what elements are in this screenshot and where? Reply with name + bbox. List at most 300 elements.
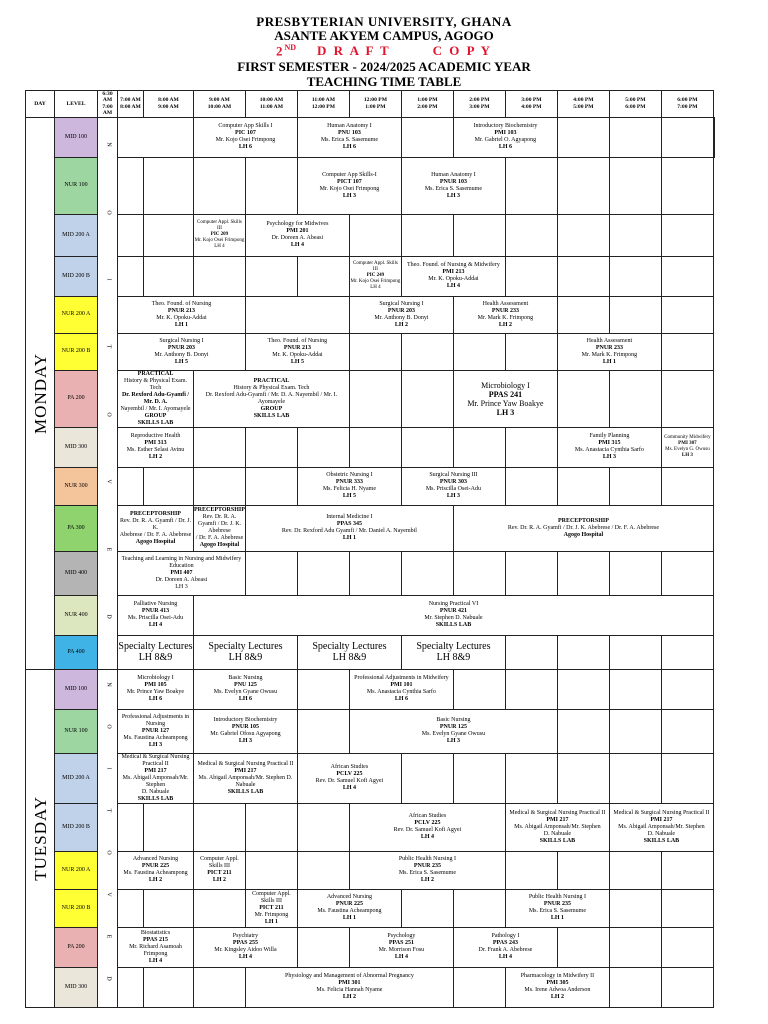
empty-cell	[609, 967, 661, 1007]
course-line: PMI 301	[338, 980, 361, 987]
course-cell	[297, 117, 401, 157]
course-line: Basic Nursing	[228, 675, 263, 682]
course-cell	[453, 117, 557, 157]
course-line: LH 5	[342, 493, 356, 500]
empty-cell	[297, 551, 349, 595]
empty-cell	[118, 214, 144, 256]
course-line: Mr. Morrison Fosu	[378, 947, 425, 954]
course-line: LH 8&9	[228, 652, 263, 664]
devotion-letter: D	[105, 614, 112, 619]
empty-cell	[661, 256, 713, 296]
course-cell	[118, 296, 246, 333]
empty-cell	[453, 427, 505, 467]
course-line: LH 2	[148, 454, 163, 461]
empty-cell	[118, 803, 144, 851]
course-cell	[349, 256, 401, 296]
time-slot-header: 2:00 PM 3:00 PM	[453, 91, 505, 118]
empty-cell	[609, 635, 661, 669]
empty-cell	[245, 551, 297, 595]
course-line: Ms. Abigail Amponsah/Mr. Stephen	[122, 774, 189, 788]
course-line: Introductory Biochemistry	[473, 123, 538, 130]
course-line: Public Health Nursing I	[528, 894, 586, 901]
course-cell	[349, 851, 505, 889]
empty-cell	[505, 635, 557, 669]
course-line: Introductory Biochemistry	[213, 717, 278, 724]
course-line: PMI 101	[390, 682, 413, 689]
course-line: PPAS 251	[388, 940, 414, 947]
empty-cell	[609, 214, 661, 256]
empty-cell	[557, 851, 609, 889]
course-line: LH 6	[238, 144, 253, 151]
time-slot-header: 5:00 PM 6:00 PM	[609, 91, 661, 118]
course-line: Pharmacology in Midwifery II	[520, 973, 595, 980]
empty-cell	[401, 214, 453, 256]
course-line: Advanced Nursing	[326, 894, 372, 901]
course-cell	[505, 803, 609, 851]
course-line: Microbiology I	[137, 675, 174, 682]
course-line: Medical & Surgical Nursing Practical II	[509, 809, 606, 816]
empty-cell	[557, 753, 609, 803]
time-slot-header: 1:00 PM 2:00 PM	[401, 91, 453, 118]
course-cell	[401, 157, 505, 214]
empty-cell	[505, 551, 557, 595]
course-line: PPAS 241	[488, 389, 523, 399]
level-column-header: LEVEL	[55, 91, 98, 118]
course-cell	[194, 851, 246, 889]
devotion-letter: D	[105, 975, 112, 981]
timetable-row	[26, 595, 715, 635]
course-line: Specialty Lectures	[118, 641, 193, 653]
course-line: Psychology for Midwives	[266, 221, 329, 228]
empty-cell	[118, 256, 144, 296]
course-line: Mr. K. Opoku-Addai	[156, 314, 207, 321]
empty-cell	[557, 370, 609, 427]
course-line: Ms. Evelyn G. Owusu	[665, 447, 710, 453]
course-line: Palliative Nursing	[133, 601, 178, 608]
course-line: LH 4	[342, 785, 356, 792]
course-line: LH 8&9	[436, 652, 471, 664]
course-line: Theo. Found. of Nursing & Midwifery	[407, 262, 500, 269]
empty-cell	[557, 296, 609, 333]
time-slot-header: 6:00 PM 7:00 PM	[661, 91, 713, 118]
timetable-row	[26, 709, 715, 753]
semester-title: FIRST SEMESTER - 2024/2025 ACADEMIC YEAR	[237, 59, 531, 74]
empty-cell	[144, 803, 194, 851]
course-line: PCLV 225	[336, 771, 363, 778]
course-cell	[118, 709, 194, 753]
course-line: PMI 105	[144, 682, 167, 689]
course-line: Health Assessment	[482, 300, 529, 307]
course-line: Pathology I	[491, 933, 520, 940]
timetable-header-row	[26, 91, 715, 118]
empty-cell	[245, 296, 349, 333]
course-line: PMI 217	[234, 767, 257, 774]
course-line: Ms. Erica S. Sasemume	[398, 870, 456, 877]
course-line: Mr. Richard Asamoah Frimpong	[129, 943, 182, 957]
empty-cell	[609, 851, 661, 889]
course-line: LH 3	[496, 407, 515, 417]
course-cell	[194, 370, 350, 427]
course-line: Mr. Mark K. Frimpong	[581, 351, 638, 358]
course-line: PNUR 421	[439, 608, 468, 615]
course-line: PRACTICAL	[253, 377, 290, 384]
course-line: African Studies	[408, 813, 447, 820]
course-cell	[505, 889, 609, 927]
empty-cell	[144, 256, 194, 296]
course-line: LH 1	[174, 321, 189, 328]
course-line: SKILLS LAB	[253, 412, 290, 419]
course-cell	[194, 709, 298, 753]
course-line: LH 4	[498, 954, 512, 961]
course-line: LH 8&9	[138, 652, 173, 664]
empty-cell	[609, 927, 661, 967]
empty-cell	[144, 467, 194, 505]
course-line: Ms. Faustina Acheampong	[317, 908, 382, 915]
course-line: Ms. Abigail Amponsah/Mr. Stephen	[514, 823, 601, 830]
course-line: LH 4	[420, 834, 434, 841]
timetable-row	[26, 117, 715, 157]
level-label: NUR 200 B	[55, 889, 98, 927]
empty-cell	[401, 370, 453, 427]
course-line: Specialty Lectures	[312, 641, 387, 653]
course-cell	[194, 927, 298, 967]
level-label: PA 300	[55, 505, 98, 551]
course-line: PNUR 235	[543, 901, 571, 908]
course-cell	[118, 635, 194, 669]
day-label: TUESDAY	[26, 669, 55, 1007]
course-line: Mr. Prince Yaw Boakye	[126, 689, 185, 696]
course-line: Human Anatomy I	[327, 123, 372, 130]
devotion-column	[98, 669, 118, 1007]
empty-cell	[713, 117, 714, 157]
empty-cell	[505, 256, 557, 296]
time-slot-header: 7:00 AM 8:00 AM	[118, 91, 144, 118]
course-cell	[557, 427, 661, 467]
course-line: PPAS 215	[142, 936, 169, 943]
devotion-letter: I	[105, 278, 112, 281]
copy-ordinal: 2	[275, 43, 285, 59]
course-cell	[245, 505, 453, 551]
course-line: PMI 217	[546, 816, 569, 823]
course-cell	[118, 851, 194, 889]
course-line: PNUR 303	[439, 479, 467, 486]
course-line: PPAS 345	[336, 521, 362, 528]
course-line: Professional Adjustments in Midwifery	[354, 675, 449, 682]
empty-cell	[118, 157, 144, 214]
course-line: Mr. Kojo Osei Frimpong	[350, 279, 401, 285]
course-cell	[401, 635, 505, 669]
campus-name: ASANTE AKYEM CAMPUS, AGOGO	[274, 28, 494, 43]
course-line: PIC 107	[235, 130, 256, 137]
course-cell	[118, 427, 194, 467]
level-label: PA 200	[55, 927, 98, 967]
time-slot-header: 3:00 PM 4:00 PM	[505, 91, 557, 118]
course-line: LH 2	[148, 877, 163, 884]
empty-cell	[661, 296, 713, 333]
empty-cell	[401, 117, 453, 157]
empty-cell	[349, 333, 401, 370]
course-line: Surgical Nursing I	[379, 300, 424, 307]
empty-cell	[453, 214, 505, 256]
empty-cell	[349, 427, 401, 467]
course-line: African Studies	[330, 764, 369, 771]
course-line: Mr. Mark K. Frimpong	[477, 314, 534, 321]
course-line: Mr. Prince Yaw Boakye	[467, 398, 544, 408]
course-line: PRECEPTORSHIP	[130, 510, 181, 517]
course-cell	[194, 505, 246, 551]
empty-cell	[661, 889, 713, 927]
course-line: PIC 249	[366, 273, 385, 279]
timetable	[25, 90, 715, 1008]
course-line: SKILLS LAB	[539, 837, 576, 844]
course-line: LH 4	[394, 954, 408, 961]
course-line: PNU 103	[338, 130, 361, 137]
empty-cell	[245, 256, 297, 296]
course-line: LH 5	[290, 358, 304, 365]
course-line: PNUR 413	[141, 608, 170, 615]
empty-cell	[401, 333, 453, 370]
course-line: Professional Adjustments in Nursing	[121, 713, 190, 727]
course-cell	[349, 927, 453, 967]
course-line: GROUP	[260, 405, 283, 412]
course-line: LH 3	[148, 741, 163, 748]
course-line: Human Anatomy I	[431, 171, 476, 178]
course-cell	[194, 635, 298, 669]
course-line: LH 6	[394, 696, 408, 703]
empty-cell	[194, 427, 246, 467]
empty-cell	[297, 851, 349, 889]
course-line: Obstetric Nursing I	[326, 472, 373, 479]
empty-cell	[453, 753, 505, 803]
course-line: PIC 209	[210, 232, 229, 238]
course-cell	[194, 595, 714, 635]
course-line: Nabuale	[235, 781, 256, 788]
course-cell	[118, 753, 194, 803]
course-cell	[245, 967, 453, 1007]
course-line: Ms. Priscilla Osei-Adu	[127, 615, 184, 622]
course-line: PMI 213	[442, 269, 465, 276]
empty-cell	[505, 157, 557, 214]
course-line: LH 4	[446, 283, 460, 290]
empty-cell	[557, 467, 609, 505]
course-line: Medical & Surgical Nursing Practical II	[613, 809, 710, 816]
course-cell	[609, 803, 713, 851]
empty-cell	[194, 803, 246, 851]
empty-cell	[401, 889, 453, 927]
course-line: PMI 217	[144, 767, 167, 774]
course-line: Rev. Dr. Rexford Adu Gyamfi / Mr. Daniel A. Nayembil	[281, 528, 417, 535]
course-line: LH 4	[148, 622, 163, 629]
time-slot-header: 6:30 AM 7:00 AM	[98, 91, 118, 118]
course-cell	[118, 551, 246, 595]
empty-cell	[557, 256, 609, 296]
course-line: Internal Medicine I	[326, 514, 373, 521]
time-slot-header: 4:00 PM 5:00 PM	[557, 91, 609, 118]
course-cell	[453, 505, 713, 551]
level-label: MID 100	[55, 669, 98, 709]
course-line: Ms. Evelyn Gyane Owusu	[421, 731, 486, 738]
timetable-row	[26, 427, 715, 467]
level-label: NUR 100	[55, 157, 98, 214]
day-label: MONDAY	[26, 117, 55, 669]
empty-cell	[609, 157, 661, 214]
course-line: PRECEPTORSHIP	[557, 517, 609, 524]
course-cell	[194, 117, 298, 157]
timetable-row	[26, 551, 715, 595]
copy-word: C O P Y	[432, 43, 493, 59]
course-line: Public Health Nursing I	[398, 856, 456, 863]
course-line: PNUR 127	[141, 727, 170, 734]
course-line: LH 1	[550, 915, 564, 922]
level-label: NUR 200 A	[55, 851, 98, 889]
course-line: PRACTICAL	[137, 370, 174, 377]
level-label: MID 200 B	[55, 256, 98, 296]
course-line: / Dr. F. A. Abebrese	[195, 535, 244, 542]
course-line: PNUR 213	[283, 344, 311, 351]
course-cell	[453, 370, 557, 427]
time-slot-header: 12:00 PM 1:00 PM	[349, 91, 401, 118]
course-line: Mr. Gabriel Ofosu Agyapong	[210, 731, 281, 738]
empty-cell	[401, 753, 453, 803]
time-slot-header: 8:00 AM 9:00 AM	[144, 91, 194, 118]
empty-cell	[297, 927, 349, 967]
devotion-letter: V	[105, 479, 112, 484]
level-label: MID 300	[55, 427, 98, 467]
empty-cell	[401, 427, 453, 467]
course-line: PMI 103	[494, 130, 517, 137]
course-line: Ms. Erica S. Sasemume	[528, 908, 586, 915]
empty-cell	[505, 214, 557, 256]
course-line: D. Nabuale	[647, 830, 676, 837]
empty-cell	[297, 709, 349, 753]
level-label: MID 200 A	[55, 214, 98, 256]
time-slot-header: 11:00 AM 12:00 PM	[297, 91, 349, 118]
empty-cell	[609, 889, 661, 927]
course-line: LH 2	[394, 321, 408, 328]
timetable-row	[26, 851, 715, 889]
course-line: LH 4	[148, 957, 163, 964]
timetable-row	[26, 753, 715, 803]
course-cell	[194, 669, 298, 709]
course-line: D. Nabuale	[543, 830, 572, 837]
empty-cell	[609, 669, 661, 709]
empty-cell	[144, 157, 194, 214]
course-cell	[297, 635, 401, 669]
empty-cell	[609, 753, 661, 803]
course-line: PMI 307	[678, 441, 697, 447]
timetable-row	[26, 333, 715, 370]
course-line: PICT 211	[207, 870, 232, 877]
course-line: Family Planning	[589, 433, 630, 440]
course-cell	[245, 333, 349, 370]
course-line: LH 3	[446, 192, 460, 199]
course-line: Theo. Found. of Nursing	[151, 300, 212, 307]
empty-cell	[557, 157, 609, 214]
empty-cell	[505, 669, 557, 709]
course-line: PNUR 235	[413, 863, 441, 870]
empty-cell	[661, 157, 713, 214]
timetable-row	[26, 467, 715, 505]
level-label: MID 200 B	[55, 803, 98, 851]
empty-cell	[609, 467, 661, 505]
course-line: Mr. Kingsley Aidoo Willa	[214, 947, 277, 954]
course-line: LH 1	[264, 918, 278, 925]
course-line: Mr. Kojo Osei Frimpong	[215, 137, 276, 144]
level-label: NUR 200 A	[55, 296, 98, 333]
course-line: LH 3	[342, 192, 356, 199]
course-line: PNUR 225	[335, 901, 363, 908]
empty-cell	[557, 551, 609, 595]
course-line: Ms. Priscilla Osei-Adu	[425, 486, 481, 493]
course-line: PNU 125	[234, 682, 257, 689]
course-line: Computer Appl. Skills III	[197, 220, 242, 232]
devotion-letter: O	[105, 210, 112, 215]
course-line: Mr. Kojo Osei Frimpong	[319, 185, 380, 192]
course-line: LH 3	[238, 738, 253, 745]
course-line: LH 6	[498, 144, 512, 151]
course-line: PRECEPTORSHIP	[194, 507, 245, 514]
course-line: PNUR 213	[167, 307, 196, 314]
course-line: Ms. Erica S. Sasemume	[424, 185, 482, 192]
empty-cell	[349, 214, 401, 256]
empty-cell	[118, 889, 144, 927]
empty-cell	[609, 296, 661, 333]
course-line: Specialty Lectures	[416, 641, 491, 653]
course-line: History & Physical Exam. Tech	[233, 384, 310, 391]
course-line: Mr. Anthony B. Donyi	[374, 314, 429, 321]
course-line: LH 3	[681, 453, 693, 459]
course-cell	[557, 333, 661, 370]
empty-cell	[144, 889, 194, 927]
course-line: Rev. Dr. R. A. Gyamfi / Dr. J. K. Abebrese / Dr. F. A. Abebrese	[507, 524, 659, 531]
course-line: Agogo Hospital	[563, 531, 604, 538]
course-cell	[118, 505, 194, 551]
course-line: LH 5	[174, 358, 189, 365]
empty-cell	[557, 709, 609, 753]
course-line: Teaching and Learning in Nursing and Midwifery	[121, 555, 242, 562]
course-line: History & Physical Exam. Tech	[124, 377, 187, 391]
course-line: Basic Nursing	[436, 717, 471, 724]
empty-cell	[557, 635, 609, 669]
course-line: PPAS 255	[232, 940, 258, 947]
course-line: PNUR 225	[141, 863, 170, 870]
course-line: SKILLS LAB	[643, 837, 680, 844]
course-line: PMI 305	[546, 980, 569, 987]
course-line: LH 1	[342, 535, 356, 542]
level-label: NUR 200 B	[55, 333, 98, 370]
course-line: SKILLS LAB	[137, 419, 174, 426]
course-line: Agogo Hospital	[199, 542, 240, 549]
course-line: LH 3	[175, 583, 188, 590]
course-line: Psychiatry	[232, 933, 259, 940]
time-slot-header: 9:00 AM 10:00 AM	[194, 91, 246, 118]
empty-cell	[453, 669, 505, 709]
course-cell	[349, 296, 453, 333]
course-line: LH 2	[342, 994, 356, 1001]
course-cell	[194, 214, 246, 256]
empty-cell	[297, 427, 349, 467]
course-line: Psychology	[387, 933, 416, 940]
timetable-row	[26, 256, 715, 296]
empty-cell	[245, 427, 297, 467]
course-line: Mr. Kojo Osei Frimpong	[194, 238, 245, 244]
course-cell	[118, 669, 194, 709]
empty-cell	[194, 467, 246, 505]
empty-cell	[609, 551, 661, 595]
course-line: LH 4	[290, 242, 304, 249]
timetable-row	[26, 803, 715, 851]
course-line: SKILLS LAB	[435, 622, 472, 629]
